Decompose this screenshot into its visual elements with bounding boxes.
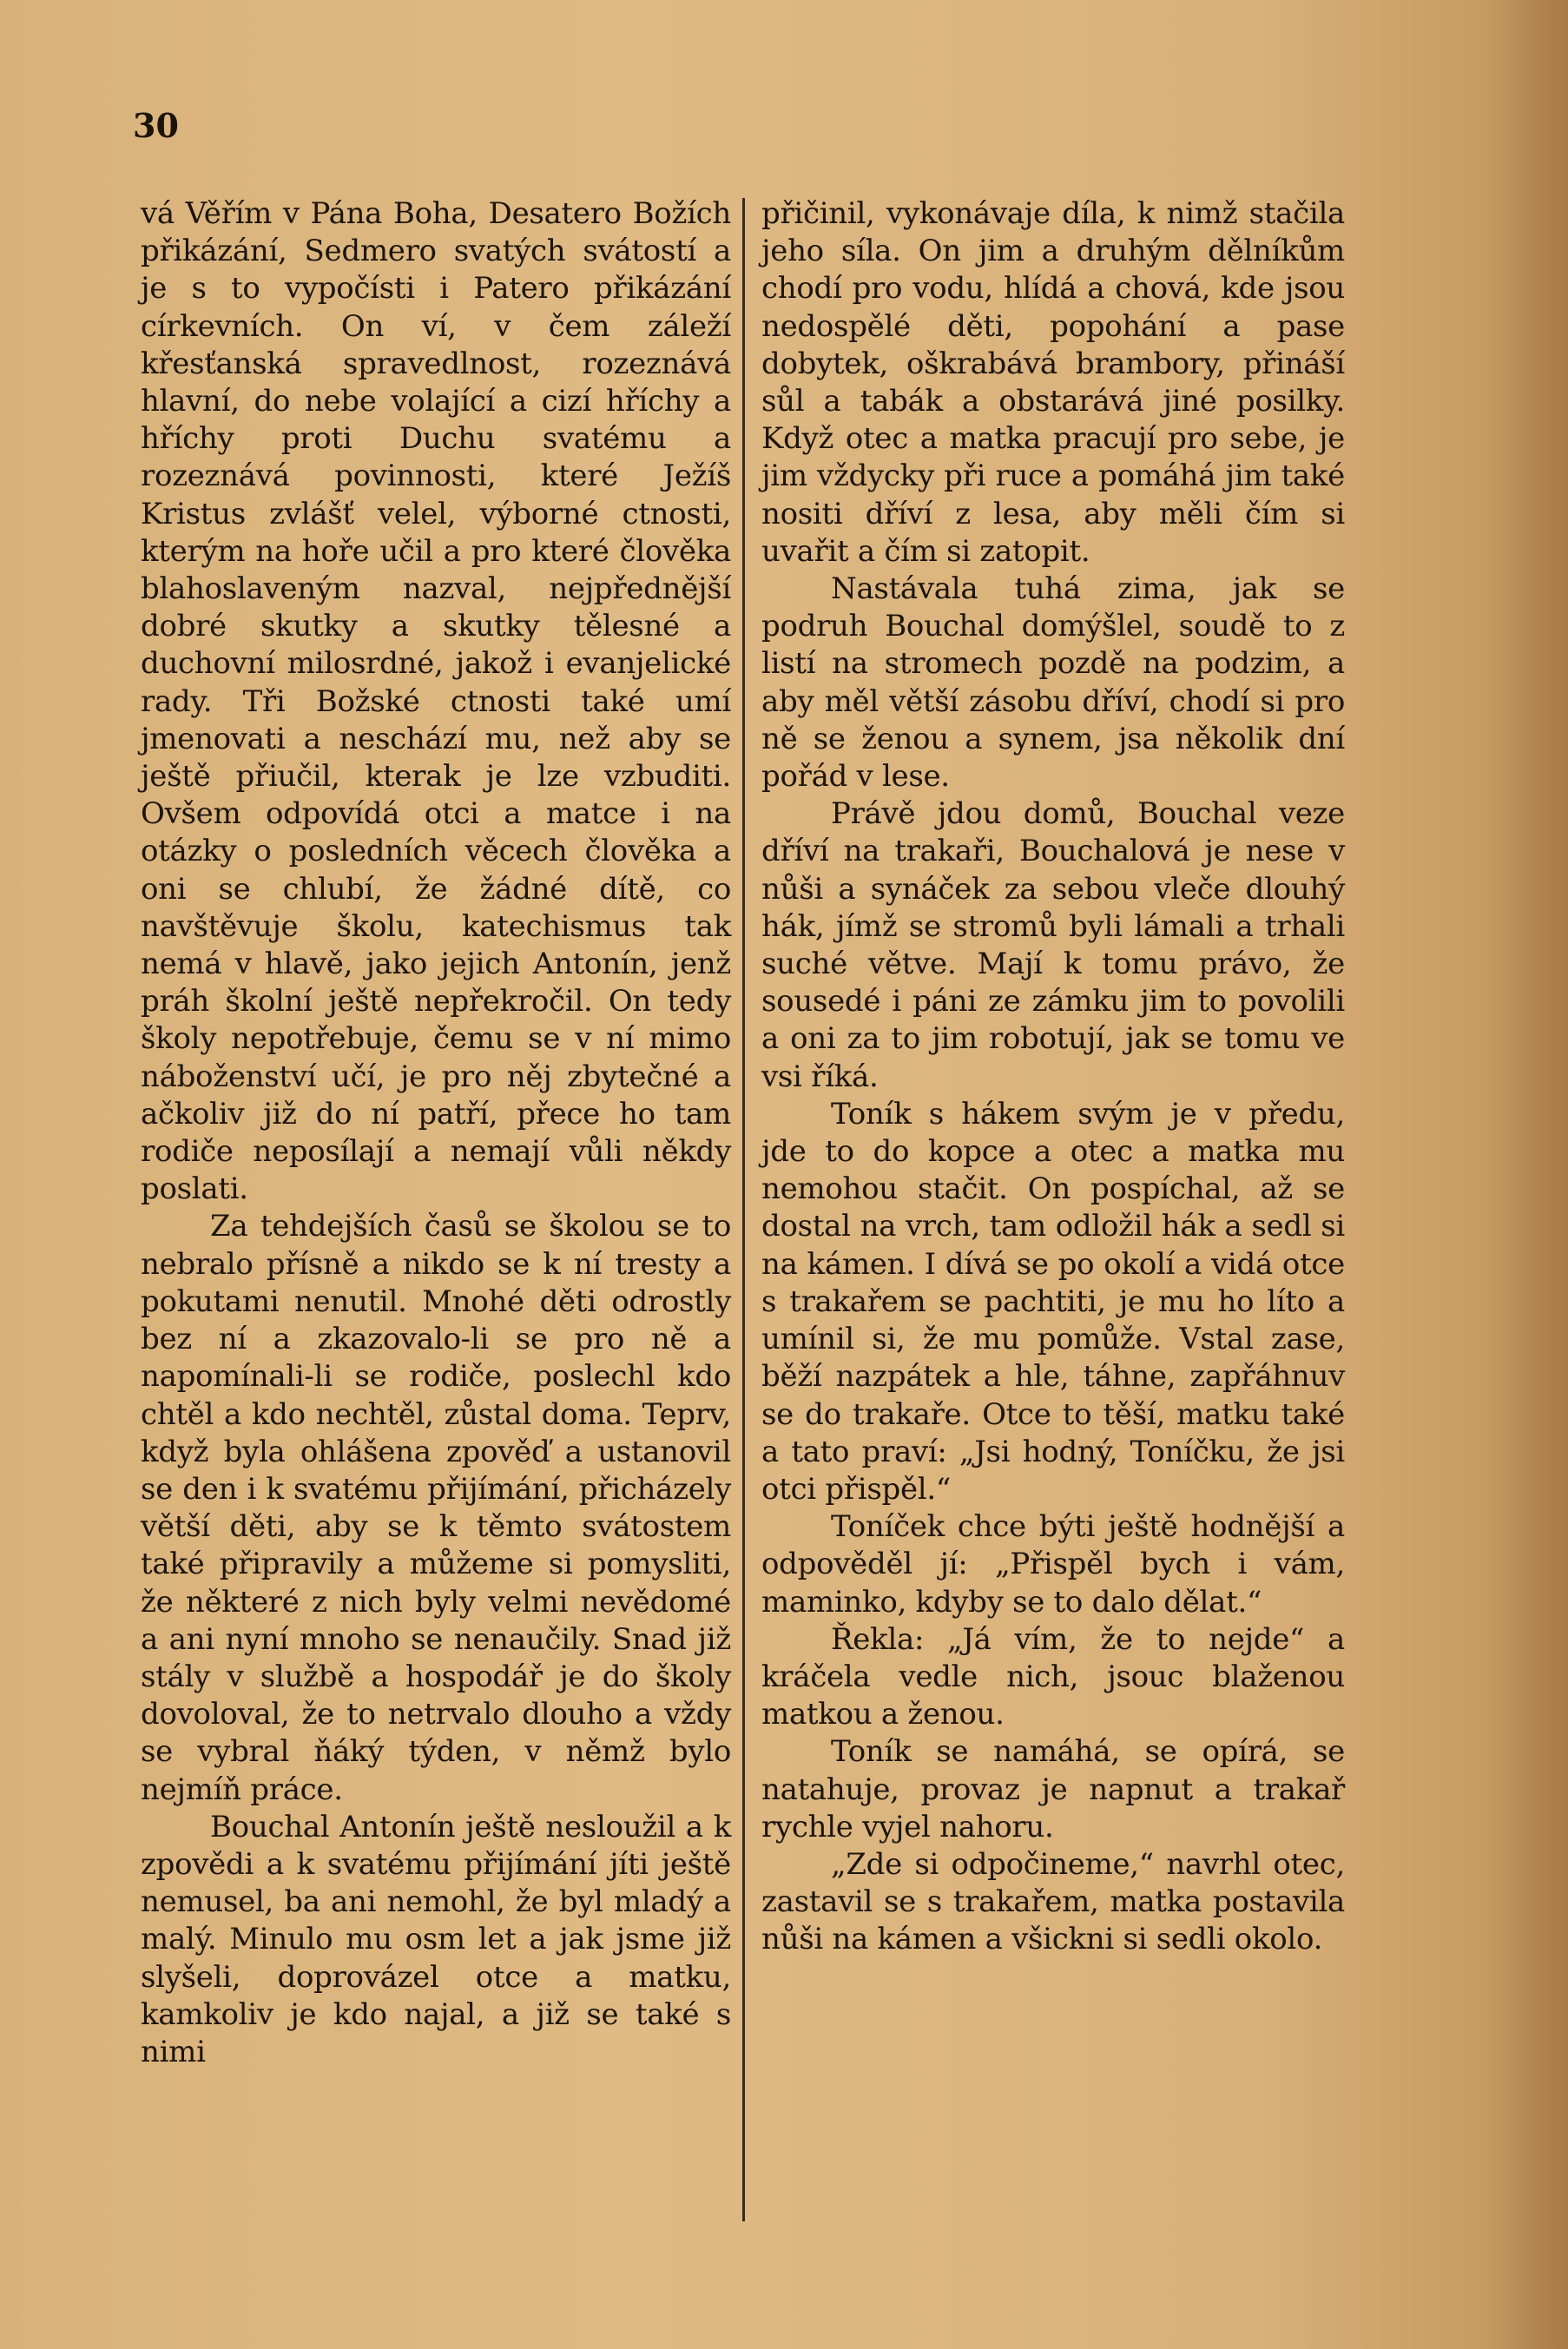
left-column — [141, 195, 731, 2071]
paragraph: Řekla: „Já vím, že to nejde“ a kráčela vedle nich, jsouc blaženou matkou a ženou. — [761, 1621, 1345, 1732]
right-column — [761, 195, 1345, 1959]
paragraph: Za tehdejších časů se školou se to nebralo přísně a nikdo se k ní tresty a pokutami nenutil. Mnohé děti odrostly bez ní a zkazovalo-li se pro ně a napomínali-li se rodiče, poslechl kdo chtěl a kdo nechtěl, zůstal doma. Teprv, když byla ohlášena zpověď a ustanovil se den i k svatému přijímání, přicházely větší děti, aby se k těmto svátostem také připravily a můžeme si pomysliti, že některé z nich byly velmi nevědomé a ani nyní mnoho se nenaučily. Snad již stály v službě a hospodář je do školy dovoloval, že to netrvalo dlouho a vždy se vybral ňáký týden, v němž bylo nejmíň práce. — [141, 1209, 731, 1807]
paragraph: Bouchal Antonín ještě nesloužil a k zpovědi a k svatému přijímání jíti ještě nemusel, ba ani nemohl, že byl mladý a malý. Minulo mu osm let a jak jsme již slyšeli, doprovázel otce a matku, kamkoliv je kdo najal, a již se také s nimi — [141, 1809, 731, 2069]
paragraph: Toník s hákem svým je v předu, jde to do kopce a otec a matka mu nemohou stačit. On pospíchal, až se dostal na vrch, tam odložil hák a sedl si na kámen. I dívá se po okolí a vidá otce s trakařem se pachtiti, je mu ho líto a umínil si, že mu pomůže. Vstal zase, běží nazpátek a hle, táhne, zapřáhnuv se do trakaře. Otce to těší, matku také a tato praví: „Jsi hodný, Toníčku, že jsi otci přispěl.“ — [761, 1096, 1345, 1507]
column-divider — [742, 198, 745, 2221]
paragraph: Právě jdou domů, Bouchal veze dříví na trakaři, Bouchalová je nese v nůši a synáček za sebou vleče dlouhý hák, jímž se stromů byli lámali a trhali suché větve. Mají k tomu právo, že sousedé i páni ze zámku jim to povolili a oni za to jim robotují, jak se tomu ve vsi říká. — [761, 796, 1345, 1094]
paragraph: vá Věřím v Pána Boha, Desatero Božích přikázání, Sedmero svatých svátostí a je s to vypočísti i Patero přikázání církevních. On ví, v čem záleží křesťanská spravedlnost, rozeznává hlavní, do nebe volající a cizí hříchy a hříchy proti Duchu svatému a rozeznává povinnosti, které Ježíš Kristus zvlášť velel, výborné ctnosti, kterým na hoře učil a pro které člověka blahoslaveným nazval, nejpřednější dobré skutky a skutky tělesné a duchovní milosrdné, jakož i evanjelické rady. Tři Božské ctnosti také umí jmenovati a neschází mu, než aby se ještě přiučil, kterak je lze vzbuditi. Ovšem odpovídá otci a matce i na otázky o posledních věcech člověka a oni se chlubí, že žádné dítě, co navštěvuje školu, katechismus tak nemá v hlavě, jako jejich Antonín, jenž práh školní ještě nepřekročil. On tedy školy nepotřebuje, čemu se v ní mimo náboženství učí, je pro něj zbytečné a ačkoliv již do ní patří, přece ho tam rodiče neposílají a nemají vůli někdy poslati. — [141, 196, 731, 1207]
paragraph: „Zde si odpočineme,“ navrhl otec, zastavil se s trakařem, matka postavila nůši na kámen a všickni si sedli okolo. — [761, 1846, 1345, 1957]
paragraph: Nastávala tuhá zima, jak se podruh Bouchal domýšlel, soudě to z listí na stromech pozdě na podzim, a aby měl větší zásobu dříví, chodí si pro ně se ženou a synem, jsa několik dní pořád v lese. — [761, 571, 1345, 795]
paragraph: přičinil, vykonávaje díla, k nimž stačila jeho síla. On jim a druhým dělníkům chodí pro vodu, hlídá a chová, kde jsou nedospělé děti, popohání a pase dobytek, oškrabává brambory, přináší sůl a tabák a obstarává jiné posilky. Když otec a matka pracují pro sebe, je jim vždycky při ruce a pomáhá jim také nositi dříví z lesa, aby měli čím si uvařit a čím si zatopit. — [761, 196, 1345, 569]
paragraph: Toník se namáhá, se opírá, se natahuje, provaz je napnut a trakař rychle vyjel nahoru. — [761, 1734, 1345, 1844]
paragraph: Toníček chce býti ještě hodnější a odpověděl jí: „Přispěl bych i vám, maminko, kdyby se to dalo dělat.“ — [761, 1509, 1345, 1620]
page-number: 30 — [133, 106, 179, 145]
